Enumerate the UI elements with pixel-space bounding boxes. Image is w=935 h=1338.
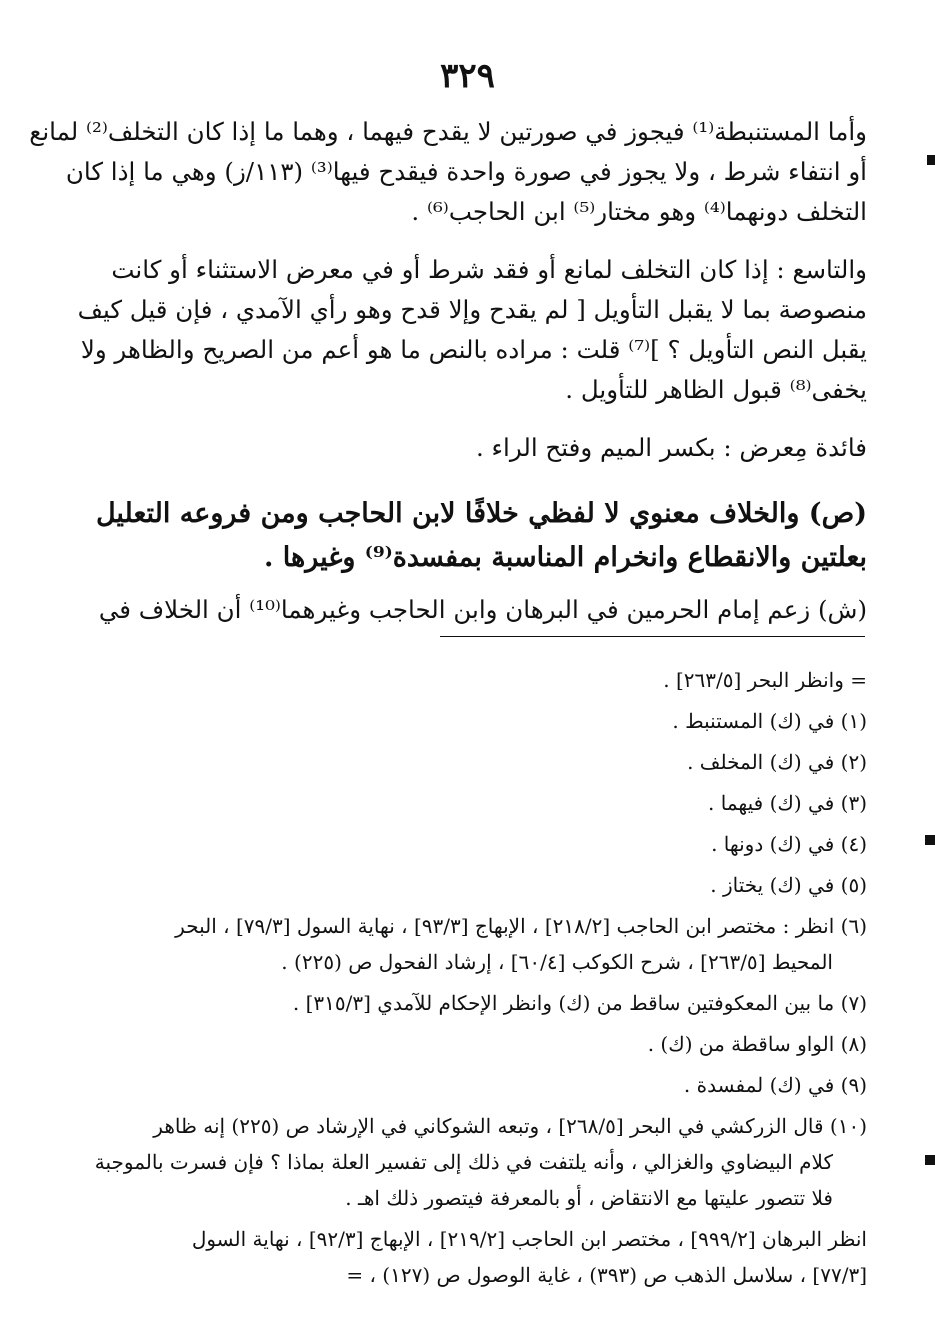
paragraph-faida (107, 428, 867, 468)
footnote (77, 785, 867, 821)
footnote (77, 662, 867, 698)
text-line: (ش) زعم إمام الحرمين في البرهان وابن الحاجب وغيرهما⁽¹⁰⁾ أن الخلاف في (98, 595, 867, 624)
footnote-line: (١٠) قال الزركشي في البحر [٢٦٨/٥] ، وتبعه الشوكاني في الإرشاد ص (٢٢٥) إنه ظاهر (153, 1114, 867, 1138)
paragraph-sharh (98, 590, 867, 630)
footnote (77, 1026, 867, 1062)
text-line: أو انتفاء شرط ، ولا يجوز في صورة واحدة فيقدح فيها⁽³⁾ (١١٣/ز) وهي ما إذا كان (65, 157, 867, 186)
text-line: وأما المستنبطة⁽¹⁾ فيجوز في صورتين لا يقدح فيهما ، وهما ما إذا كان التخلف⁽²⁾ لمانع (29, 117, 867, 146)
footnote (77, 1067, 867, 1103)
footnote-line: فلا تتصور عليتها مع الانتقاض ، أو بالمعرفة فيتصور ذلك اهـ . (345, 1186, 833, 1210)
footnotes (77, 662, 867, 1298)
footnote-line: (٣) في (ك) فيهما . (708, 791, 867, 815)
footnote (77, 703, 867, 739)
footnote-line: = وانظر البحر [٢٦٣/٥] . (663, 668, 867, 692)
scan-margin-mark (925, 835, 935, 845)
footnote-line: (٥) في (ك) يختاز . (710, 873, 867, 897)
text-line: بعلتين والانقطاع وانخرام المناسبة بمفسدة⁽⁹⁾ وغيرها . (263, 542, 867, 573)
footnote-line: [٧٧/٣] ، سلاسل الذهب ص (٣٩٣) ، غاية الوصول ص (١٢٧) ، = (346, 1263, 867, 1287)
footnote-line: انظر البرهان [٩٩٩/٢] ، مختصر ابن الحاجب [٢١٩/٢] ، الإبهاج [٩٢/٣] ، نهاية السول (191, 1227, 867, 1251)
text-line: التخلف دونهما⁽⁴⁾ وهو مختار⁽⁵⁾ ابن الحاجب⁽⁶⁾ . (411, 197, 867, 226)
footnote (77, 908, 867, 980)
footnote (77, 985, 867, 1021)
text-line: يقبل النص التأويل ؟ ]⁽⁷⁾ قلت : مراده بالنص ما هو أعم من الصريح والظاهر ولا (80, 335, 867, 364)
footnote-divider (440, 636, 865, 637)
paragraph-ninth (77, 250, 867, 410)
footnote-line: (٢) في (ك) المخلف . (687, 750, 867, 774)
footnote-line: (٦) انظر : مختصر ابن الحاجب [٢١٨/٢] ، الإبهاج [٩٣/٣] ، نهاية السول [٧٩/٣] ، البحر (175, 914, 867, 938)
text-line: يخفى⁽⁸⁾ قبول الظاهر للتأويل . (565, 375, 867, 404)
text-line: والتاسع : إذا كان التخلف لمانع أو فقد شرط أو في معرض الاستثناء أو كانت (111, 255, 867, 284)
footnote (77, 867, 867, 903)
footnote (77, 1221, 867, 1293)
paragraph-matn (95, 492, 867, 580)
scan-margin-mark (925, 1155, 935, 1165)
footnote-line: المحيط [٢٦٣/٥] ، شرح الكوكب [٦٠/٤] ، إرشاد الفحول ص (٢٢٥) . (281, 950, 833, 974)
footnote (77, 1108, 867, 1216)
footnote-line: (٤) في (ك) دونها . (711, 832, 867, 856)
footnote-line: (١) في (ك) المستنبط . (672, 709, 867, 733)
page-number: ٣٢٩ (440, 56, 495, 96)
paragraph-mustanbata (29, 112, 867, 232)
scan-margin-mark (927, 155, 935, 165)
footnote-line: (٩) في (ك) لمفسدة . (683, 1073, 867, 1097)
footnote (77, 826, 867, 862)
footnote-line: (٧) ما بين المعكوفتين ساقط من (ك) وانظر الإحكام للآمدي [٣١٥/٣] . (292, 991, 867, 1015)
text-line: فائدة مِعرض : بكسر الميم وفتح الراء . (475, 433, 867, 462)
text-line: منصوصة بما لا يقبل التأويل [ لم يقدح وإلا قدح وهو رأي الآمدي ، فإن قيل كيف (77, 295, 867, 324)
footnote-line: (٨) الواو ساقطة من (ك) . (647, 1032, 867, 1056)
footnote (77, 744, 867, 780)
footnote-line: كلام البيضاوي والغزالي ، وأنه يلتفت في ذلك إلى تفسير العلة بماذا ؟ فإن فسرت بالموجبة (94, 1150, 833, 1174)
text-line: (ص) والخلاف معنوي لا لفظي خلافًا لابن الحاجب ومن فروعه التعليل (95, 498, 867, 529)
